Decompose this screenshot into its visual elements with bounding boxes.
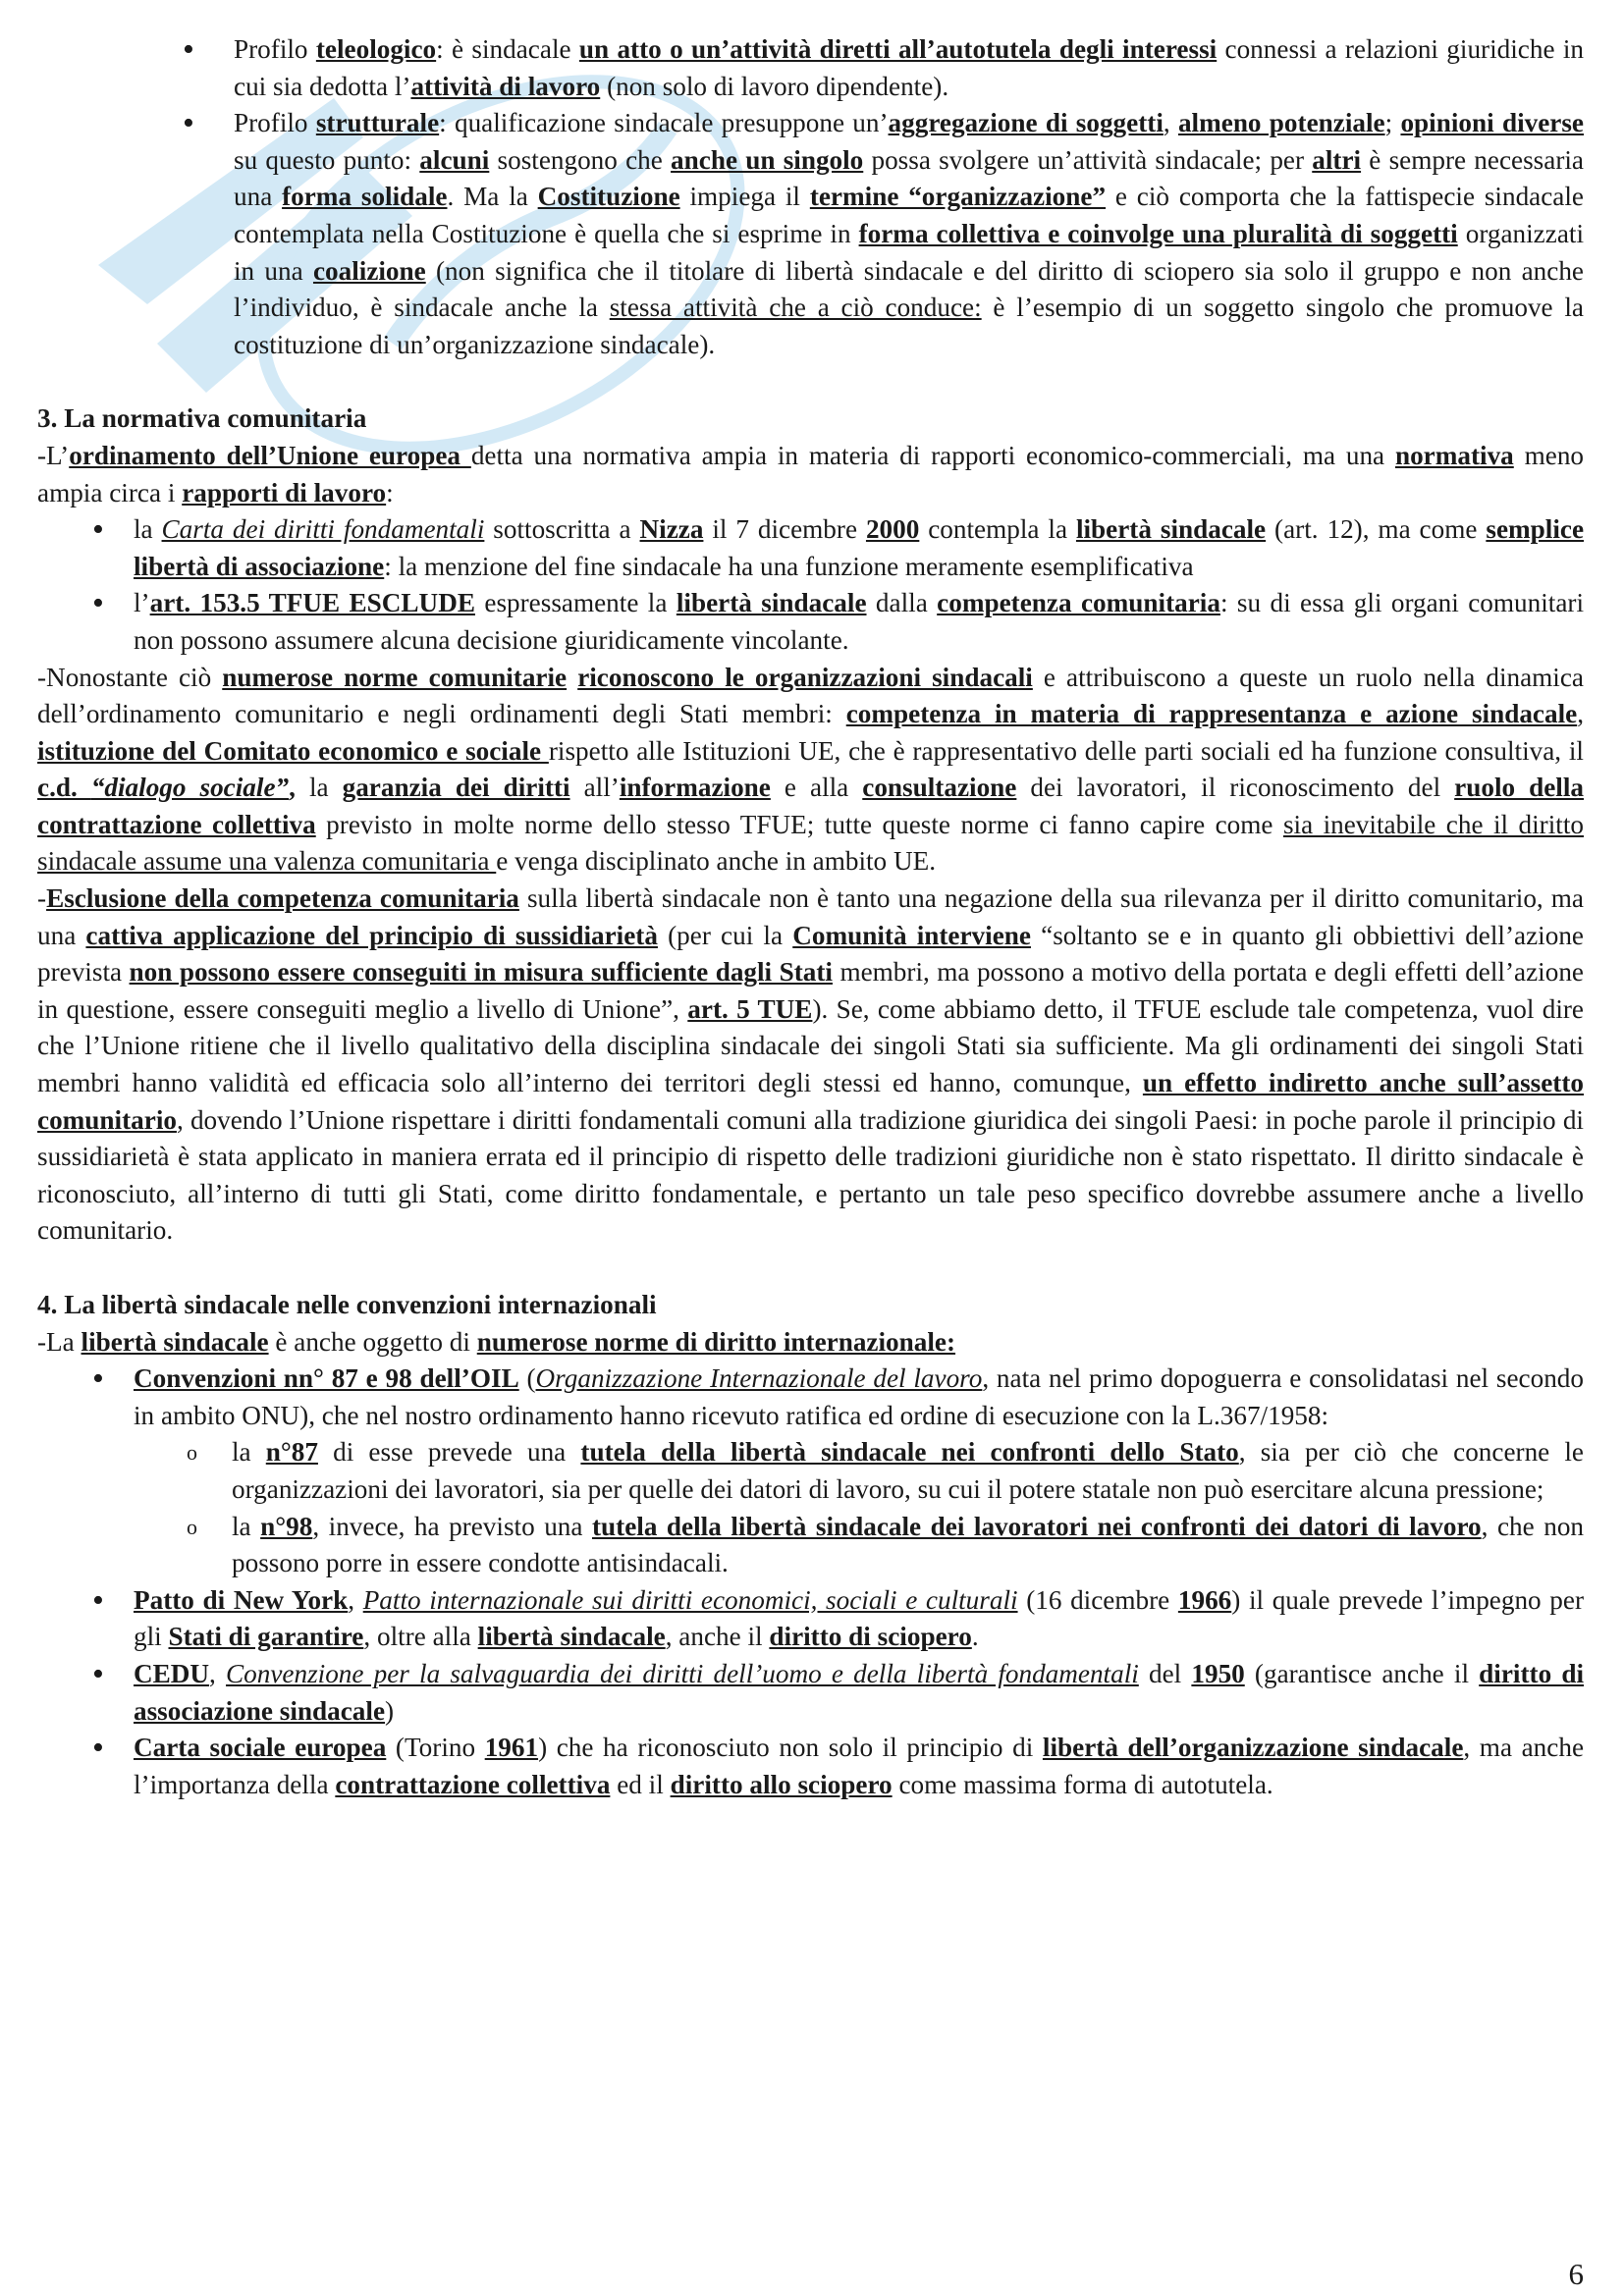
list-item: • Patto di New York, Patto internazionale sui diritti economici, sociali e culturali (16 dicembre 1966) il quale prevede l’impegno per gli Stati di garantire, oltre alla libertà sindacale, anche il diritto di sciopero. [37, 1582, 1584, 1656]
section-4-intro: -La libertà sindacale è anche oggetto di numerose norme di diritto internazionale: [37, 1326, 956, 1357]
list-item: • l’art. 153.5 TFUE ESCLUDE espressamente la libertà sindacale dalla competenza comunitaria: su di essa gli organi comunitari non possono assumere alcuna decisione giuridicamente vincolante. [37, 585, 1584, 659]
list-item [37, 1361, 1584, 1582]
list-item-text: Convenzioni nn° 87 e 98 dell’OIL (Organizzazione Internazionale del lavoro, nata nel primo dopoguerra e consolidatasi nel secondo in ambito ONU), che nel nostro ordinamento hanno ricevuto ratifica ed ordine di esecuzione con la L.367/1958: [134, 1363, 1584, 1430]
page-number: 6 [1568, 2257, 1584, 2291]
list-item: • la Carta dei diritti fondamentali sottoscritta a Nizza il 7 dicembre 2000 contempla la libertà sindacale (art. 12), ma come semplice libertà di associazione: la menzione del fine sindacale ha una funzione meramente esemplificativa [37, 511, 1584, 585]
section-3-bullet-list [37, 511, 1584, 659]
list-item: • Profilo teleologico: è sindacale un atto o un’attività diretti all’autotutela degli interessi connessi a relazioni giuridiche in cui sia dedotta l’attività di lavoro (non solo di lavoro dipendente). [37, 31, 1584, 105]
sub-bullet-list [134, 1434, 1584, 1581]
sub-list-item: o la n°98, invece, ha previsto una tutela della libertà sindacale dei lavoratori nei confronti dei datori di lavoro, che non possono porre in essere condotte antisindacali. [37, 1509, 1584, 1582]
document-page [37, 31, 1585, 2291]
list-item: • CEDU, Convenzione per la salvaguardia dei diritti dell’uomo e della libertà fondamentali del 1950 (garantisce anche il diritto di associazione sindacale) [37, 1656, 1584, 1730]
section-3-paragraph: -Esclusione della competenza comunitaria sulla libertà sindacale non è tanto una negazione della sua rilevanza per il diritto comunitario, ma una cattiva applicazione del principio di sussidiarietà (per cui la Comunità interviene “soltanto se e in quanto gli obbiettivi dell’azione prevista non possono essere conseguiti in misura sufficiente dagli Stati membri, ma possono a motivo della portata e degli effetti dell’azione in questione, essere conseguiti meglio a livello di Unione”, art. 5 TUE). Se, come abbiamo detto, il TFUE esclude tale competenza, vuol dire che l’Unione ritiene che il livello qualitativo della disciplina sindacale dei singoli Stati sia sufficiente. Ma gli ordinamenti dei singoli Stati membri hanno validità ed efficacia solo all’interno dei territori degli stessi ed hanno, comunque, un effetto indiretto anche sull’assetto comunitario, dovendo l’Unione rispettare i diritti fondamentali comuni alla tradizione giuridica dei singoli Paesi: in poche parole il principio di sussidiarietà è stata applicato in maniera errata ed il principio di rispetto delle tradizioni giuridiche non è stato rispettato. Il diritto sindacale è riconosciuto, all’interno di tutti gli Stati, come diritto fondamentale, e pertanto un tale peso specifico dovrebbe assumere anche a livello comunitario. [37, 883, 1585, 1246]
section-4-heading: 4. La libertà sindacale nelle convenzioni internazionali [37, 1290, 657, 1319]
section-3-paragraph: -Nonostante ciò numerose norme comunitarie riconoscono le organizzazioni sindacali e attribuiscono a queste un ruolo nella dinamica dell’ordinamento comunitario e negli ordinamenti degli Stati membri: competenza in materia di rappresentanza e azione sindacale, istituzione del Comitato economico e sociale rispetto alle Istituzioni UE, che è rappresentativo delle parti sociali ed ha funzione consultiva, il c.d. “dialogo sociale”, la garanzia dei diritti all’informazione e alla consultazione dei lavoratori, il riconoscimento del ruolo della contrattazione collettiva previsto in molte norme dello stesso TFUE; tutte queste norme ci fanno capire come sia inevitabile che il diritto sindacale assume una valenza comunitaria e venga disciplinato anche in ambito UE. [37, 662, 1585, 877]
section-3-intro: -L’ordinamento dell’Unione europea detta una normativa ampia in materia di rapporti economico-commerciali, ma una normativa meno ampia circa i rapporti di lavoro: [37, 440, 1585, 507]
section-4-bullet-list [37, 1361, 1584, 1803]
list-item: • Carta sociale europea (Torino 1961) che ha riconosciuto non solo il principio di libertà dell’organizzazione sindacale, ma anche l’importanza della contrattazione collettiva ed il diritto allo sciopero come massima forma di autotutela. [37, 1730, 1584, 1803]
sub-list-item: o la n°87 di esse prevede una tutela della libertà sindacale nei confronti dello Stato, sia per ciò che concerne le organizzazioni dei lavoratori, sia per quelle dei datori di lavoro, su cui il potere statale non può esercitare alcuna pressione; [37, 1434, 1584, 1508]
section-3-heading: 3. La normativa comunitaria [37, 403, 367, 434]
list-item: • Profilo strutturale: qualificazione sindacale presuppone un’aggregazione di soggetti, almeno potenziale; opinioni diverse su questo punto: alcuni sostengono che anche un singolo possa svolgere un’attività sindacale; per altri è sempre necessaria una forma solidale. Ma la Costituzione impiega il termine “organizzazione” e ciò comporta che la fattispecie sindacale contemplata nella Costituzione è quella che si esprime in forma collettiva e coinvolge una pluralità di soggetti organizzati in una coalizione (non significa che il titolare di libertà sindacale e del diritto di sciopero sia solo il gruppo e non anche l’individuo, è sindacale anche la stessa attività che a ciò conduce: è l’esempio di un soggetto singolo che promuove la costituzione di un’organizzazione sindacale). [37, 105, 1584, 363]
intro-bullet-list [37, 31, 1584, 363]
